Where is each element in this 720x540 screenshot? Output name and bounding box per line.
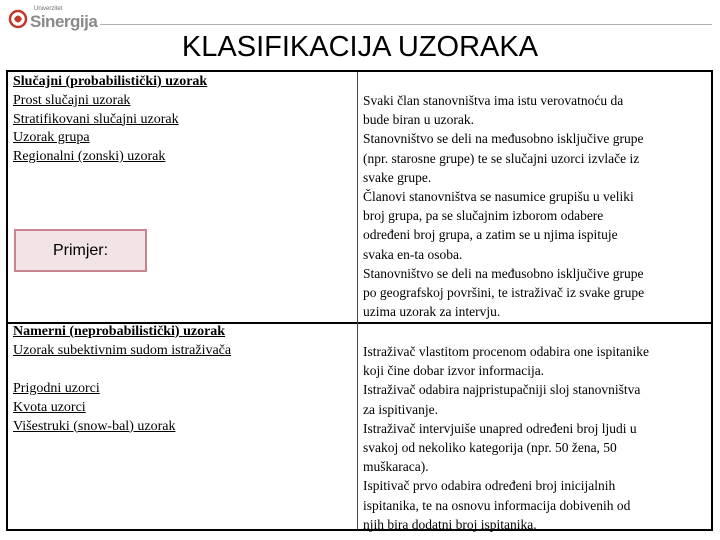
header-divider bbox=[100, 24, 712, 25]
probabilistic-heading[interactable]: Slučajni (probabilistički) uzorak bbox=[13, 74, 208, 89]
description-line: Svaki član stanovništva ima istu verovatnoću da bbox=[363, 93, 624, 108]
nonprobabilistic-types-more bbox=[13, 380, 343, 436]
description-line: uzima uzorak za intervju. bbox=[363, 304, 501, 320]
list-item[interactable]: Višestruki (snow-bal) uzorak bbox=[13, 418, 176, 434]
nonprobabilistic-types bbox=[13, 323, 343, 361]
logo-emblem-icon bbox=[8, 8, 28, 30]
description-line: Istraživač vlastitom procenom odabira one ispitanike bbox=[363, 344, 650, 359]
logo-name-text: Sinergija bbox=[30, 12, 98, 31]
description-line: svakoj od nekoliko kategorija (npr. 50 žena, 50 bbox=[363, 440, 617, 456]
list-item[interactable]: Prigodni uzorci bbox=[13, 381, 100, 396]
description-line: broj grupa, pa se slučajnim izborom odabere bbox=[363, 208, 604, 224]
probabilistic-types bbox=[13, 73, 343, 167]
logo-university-text: Univerzitet bbox=[34, 6, 63, 12]
description-line: svake grupe. bbox=[363, 169, 432, 185]
probabilistic-descriptions bbox=[363, 91, 708, 321]
description-line: bude biran u uzorak. bbox=[363, 112, 474, 128]
description-line: muškaraca). bbox=[363, 459, 429, 475]
table-column-divider bbox=[357, 72, 358, 529]
description-line: Članovi stanovništva se nasumice grupišu u veliki bbox=[363, 189, 634, 205]
description-line: Ispitivač prvo odabira određeni broj inicijalnih bbox=[363, 478, 616, 494]
list-item[interactable]: Stratifikovani slučajni uzorak bbox=[13, 111, 179, 127]
list-item[interactable]: Regionalni (zonski) uzorak bbox=[13, 149, 166, 165]
list-item[interactable]: Kvota uzorci bbox=[13, 399, 86, 415]
page-title: KLASIFIKACIJA UZORAKA bbox=[181, 31, 539, 63]
description-line: koji čine dobar izvor informacija. bbox=[363, 363, 545, 379]
description-line: za ispitivanje. bbox=[363, 401, 438, 417]
list-item[interactable]: Uzorak grupa bbox=[13, 130, 90, 146]
description-line: Istraživač odabira najpristupačniji sloj stanovništva bbox=[363, 382, 641, 398]
description-line: određeni broj grupa, a zatim se u njima ispituje bbox=[363, 227, 618, 243]
description-line: Stanovništvo se deli na međusobno isključive grupe bbox=[363, 265, 644, 281]
description-line: (npr. starosne grupe) te se slučajni uzorci izvlače iz bbox=[363, 150, 640, 166]
example-button[interactable]: Primjer: bbox=[14, 229, 147, 272]
nonprobabilistic-heading[interactable]: Namerni (neprobabilistički) uzorak bbox=[13, 324, 226, 339]
description-line: ispitanika, te na osnovu informacija dobivenih od bbox=[363, 497, 631, 513]
description-line: Istraživač intervjuiše unapred određeni broj ljudi u bbox=[363, 420, 637, 436]
list-item[interactable]: Uzorak subektivnim sudom istraživača bbox=[13, 342, 232, 358]
description-line: svaka en-ta osoba. bbox=[363, 246, 463, 262]
description-line: Stanovništvo se deli na međusobno isključive grupe bbox=[363, 131, 644, 147]
list-item[interactable]: Prost slučajni uzorak bbox=[13, 92, 131, 108]
nonprobabilistic-descriptions bbox=[363, 342, 708, 534]
description-line: njih bira dodatni broj ispitanika. bbox=[363, 516, 537, 532]
description-line: po geografskoj površini, te istraživač iz svake grupe bbox=[363, 285, 645, 301]
